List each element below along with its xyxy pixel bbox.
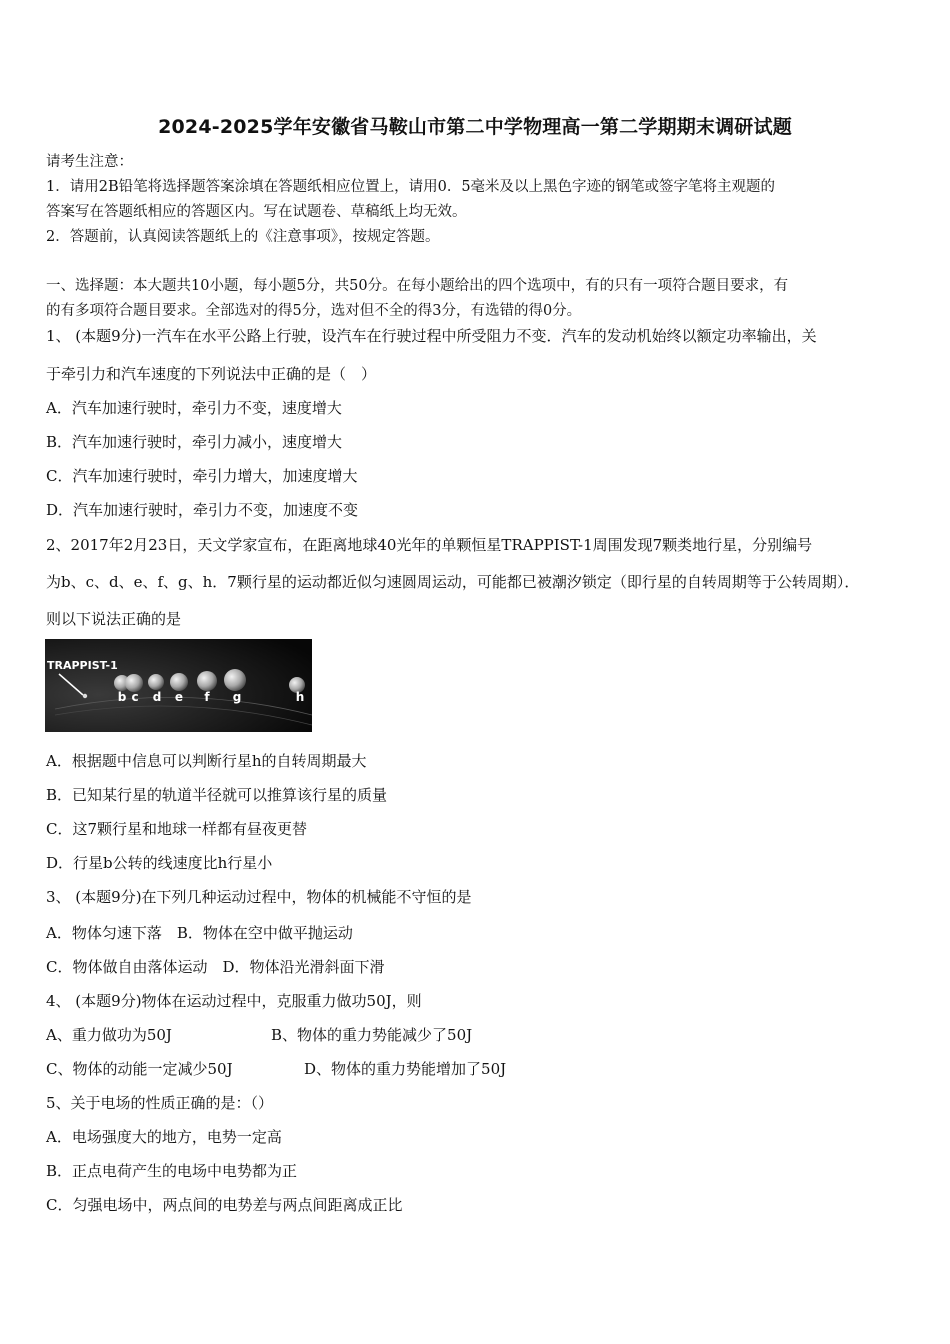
question-1-option-b: B．汽车加速行驶时，牵引力减小，速度增大 — [46, 433, 343, 451]
section-instructions-line-2: 的有多项符合题目要求。全部选对的得5分，选对但不全的得3分，有选错的得0分。 — [46, 303, 582, 319]
notice-item-1-line-2: 答案写在答题纸相应的答题区内。写在试题卷、草稿纸上均无效。 — [46, 204, 467, 220]
planet-g — [224, 669, 246, 691]
question-4-option-d: D、物体的重力势能增加了50J — [304, 1060, 507, 1078]
question-2-stem-line-3: 则以下说法正确的是 — [46, 610, 182, 628]
star-label: TRAPPIST-1 — [47, 659, 118, 672]
question-1-stem-line-1: 1、 (本题9分)一汽车在水平公路上行驶，设汽车在行驶过程中所受阻力不变．汽车的发动机始终以额定功率输出，关 — [46, 327, 817, 345]
planet-label-c: c — [131, 690, 139, 704]
question-1-option-c: C．汽车加速行驶时，牵引力增大，加速度增大 — [46, 467, 358, 485]
question-2-stem-line-1: 2、2017年2月23日，天文学家宣布，在距离地球40光年的单颗恒星TRAPPIST-1周围发现7颗类地行星，分别编号 — [46, 536, 813, 554]
question-1-option-d: D．汽车加速行驶时，牵引力不变，加速度不变 — [46, 501, 359, 519]
question-4-option-b: B、物体的重力势能减少了50J — [271, 1026, 473, 1044]
notice-item-1-line-1: 1．请用2B铅笔将选择题答案涂填在答题纸相应位置上，请用0．5毫米及以上黑色字迹的钢笔或签字笔将主观题的 — [46, 179, 776, 195]
planet-d — [148, 674, 164, 690]
question-2-option-a: A．根据题中信息可以判断行星h的自转周期最大 — [46, 752, 367, 770]
question-5-stem: 5、关于电场的性质正确的是：（） — [46, 1094, 274, 1112]
question-2-option-b: B．已知某行星的轨道半径就可以推算该行星的质量 — [46, 786, 388, 804]
planet-label-f: f — [204, 690, 210, 704]
question-1-option-a: A．汽车加速行驶时，牵引力不变，速度增大 — [46, 399, 342, 417]
section-instructions-line-1: 一、选择题：本大题共10小题，每小题5分，共50分。在每小题给出的四个选项中，有的只有一项符合题目要求，有 — [46, 278, 789, 294]
star-dot — [83, 694, 87, 698]
question-3-options-row-2: C．物体做自由落体运动 D．物体沿光滑斜面下滑 — [46, 958, 385, 976]
question-1-stem-line-2: 于牵引力和汽车速度的下列说法中正确的是（ ） — [46, 365, 377, 383]
question-3-stem: 3、 (本题9分)在下列几种运动过程中，物体的机械能不守恒的是 — [46, 888, 472, 906]
question-5-option-b: B．正点电荷产生的电场中电势都为正 — [46, 1162, 298, 1180]
planet-label-e: e — [174, 690, 184, 704]
notice-item-2: 2．答题前，认真阅读答题纸上的《注意事项》，按规定答题。 — [46, 229, 440, 245]
trappist-1-illustration — [45, 639, 312, 732]
planet-e — [170, 673, 188, 691]
page-title: 2024-2025学年安徽省马鞍山市第二中学物理高一第二学期期末调研试题 — [158, 116, 792, 138]
planet-label-g: g — [232, 690, 242, 704]
planet-label-h: h — [295, 690, 305, 704]
question-4-stem: 4、 (本题9分)物体在运动过程中，克服重力做功50J，则 — [46, 992, 422, 1010]
question-2-option-c: C．这7颗行星和地球一样都有昼夜更替 — [46, 820, 308, 838]
question-3-options-row-1: A．物体匀速下落 B．物体在空中做平抛运动 — [46, 924, 353, 942]
notice-heading: 请考生注意： — [46, 154, 133, 170]
question-5-option-a: A．电场强度大的地方，电势一定高 — [46, 1128, 282, 1146]
planet-label-d: d — [152, 690, 162, 704]
question-4-option-c: C、物体的动能一定减少50J — [46, 1060, 233, 1078]
planet-label-b: b — [117, 690, 127, 704]
question-4-option-a: A、重力做功为50J — [46, 1026, 172, 1044]
question-2-option-d: D．行星b公转的线速度比h行星小 — [46, 854, 273, 872]
question-5-option-c: C．匀强电场中，两点间的电势差与两点间距离成正比 — [46, 1196, 403, 1214]
trappist-1-system-image — [45, 639, 312, 732]
question-2-stem-line-2: 为b、c、d、e、f、g、h．7颗行星的运动都近似匀速圆周运动，可能都已被潮汐锁定（即行星的自转周期等于公转周期）． — [46, 573, 860, 591]
planet-f — [197, 671, 217, 691]
